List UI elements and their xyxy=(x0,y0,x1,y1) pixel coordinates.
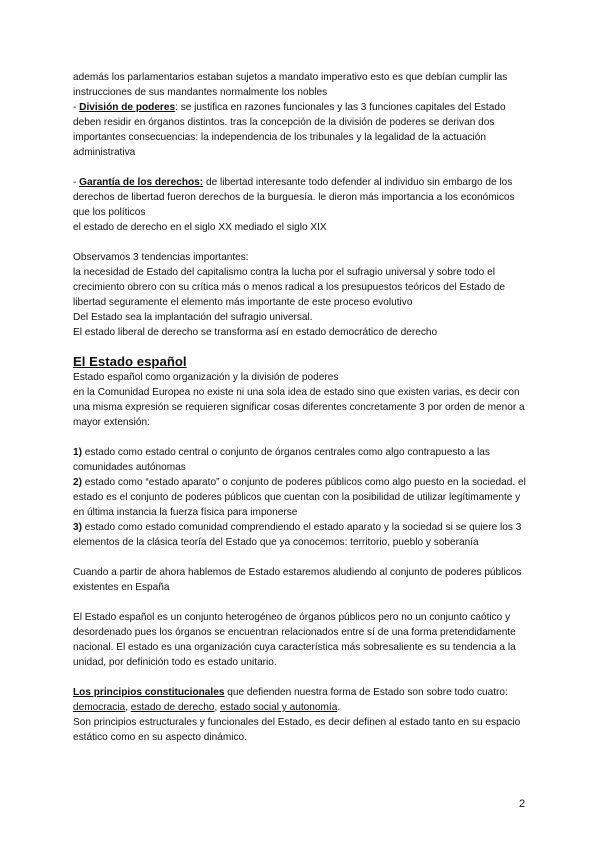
division-poderes-text: : se justifica en razones funcionales y las 3 funciones capitales del Estado deben residir en órganos distintos. tras la concepción de la división de poderes se derivan dos importantes consecuencias: la independencia de los tribunales y la legalidad de la actuación administrativa xyxy=(73,102,506,158)
term-division-poderes: División de poderes xyxy=(79,102,176,113)
list-item xyxy=(73,445,533,475)
principio-estado-derecho: estado de derecho xyxy=(130,702,215,713)
paragraph-tendencias-body: la necesidad de Estado del capitalismo contra la lucha por el sufragio universal y sobre todo el crecimiento obrero con su crítica más o menos radical a los presupuestos teóricos del Estado de libertad seguramente el elemento más importante de este proceso evolutivo xyxy=(73,267,506,308)
term-garantia-derechos: Garantía de los derechos: xyxy=(79,177,204,188)
separator: , xyxy=(125,702,131,713)
paragraph-principios xyxy=(73,685,533,715)
paragraph-principios-estructurales: Son principios estructurales y funcionales del Estado, es decir definen al estado tanto en su espacio estático como en su aspecto dinámico. xyxy=(73,717,521,743)
list-text: estado como “estado aparato” o conjunto de poderes públicos como algo puesto en la sociedad. el estado es el conjunto de poderes públicos que cuentan con la posibilidad de utilizar legítimamente y en última instancia la fuerza física para imponerse xyxy=(73,477,526,518)
paragraph-estado-democratico: El estado liberal de derecho se transforma así en estado democrático de derecho xyxy=(73,327,438,338)
separator: , xyxy=(214,702,221,713)
document-page xyxy=(73,70,533,745)
list-number: 3) xyxy=(73,522,82,533)
paragraph-organizacion: Estado español como organización y la división de poderes xyxy=(73,372,339,383)
principio-estado-social: estado social y autonomía xyxy=(220,702,338,713)
paragraph-estado-heterogeneo: El Estado español es un conjunto heterogéneo de órganos públicos pero no un conjunto caótico y desordenado pues los órganos se encuentran relacionados entre sí de una forma pretendidamente nacional. El estado es una organización cuya característica más sobresaliente es su tendencia a la unidad, por definición todo es estado unitario. xyxy=(73,612,516,668)
term-principios-constitucionales: Los principios constitucionales xyxy=(73,687,225,698)
paragraph-sufragio: Del Estado sea la implantación del sufragio universal. xyxy=(73,312,313,323)
paragraph-comunidad-europea: en la Comunidad Europea no existe ni una sola idea de estado sino que existen varias, es decir con una misma expresión se requieren significar cosas diferentes concretamente 3 por orden de menor a mayor extensión: xyxy=(73,387,525,428)
garantia-derechos-text: de libertad interesante todo defender al individuo sin embargo de los derechos de libertad fueron derechos de la burguesía. le dieron más importancia a los económicos que los políticos xyxy=(73,177,515,218)
section-title: El Estado español xyxy=(73,354,187,369)
list-text: estado como estado central o conjunto de órganos centrales como algo contrapuesto a las comunidades autónomas xyxy=(73,447,490,473)
period: . xyxy=(337,702,341,713)
list-item xyxy=(73,475,533,520)
paragraph-tendencias-intro: Observamos 3 tendencias importantes: xyxy=(73,252,249,263)
page-number: 2 xyxy=(519,798,526,810)
dash: - xyxy=(73,177,80,188)
paragraph-mandato: además los parlamentarios estaban sujetos a mandato imperativo esto es que debían cumplir las instrucciones de sus mandantes normalmente los nobles xyxy=(73,72,508,98)
list-number: 2) xyxy=(73,477,82,488)
principio-democracia: democracia xyxy=(73,702,126,713)
paragraph-estado-derecho-siglo: el estado de derecho en el siglo XX mediado el siglo XIX xyxy=(73,222,327,233)
list-number: 1) xyxy=(73,447,82,458)
list-text: estado como estado comunidad comprendiendo el estado aparato y la sociedad si se quiere los 3 elementos de la clásica teoría del Estado que ya conocemos: territorio, pueblo y soberanía xyxy=(73,522,522,548)
dash: - xyxy=(73,102,80,113)
paragraph-division-poderes xyxy=(73,100,533,160)
principios-text: que defienden nuestra forma de Estado son sobre todo cuatro: xyxy=(224,687,508,698)
paragraph-garantia-derechos xyxy=(73,175,533,220)
paragraph-poderes-publicos: Cuando a partir de ahora hablemos de Estado estaremos aludiendo al conjunto de poderes públicos existentes en España xyxy=(73,567,522,593)
list-item xyxy=(73,520,533,550)
